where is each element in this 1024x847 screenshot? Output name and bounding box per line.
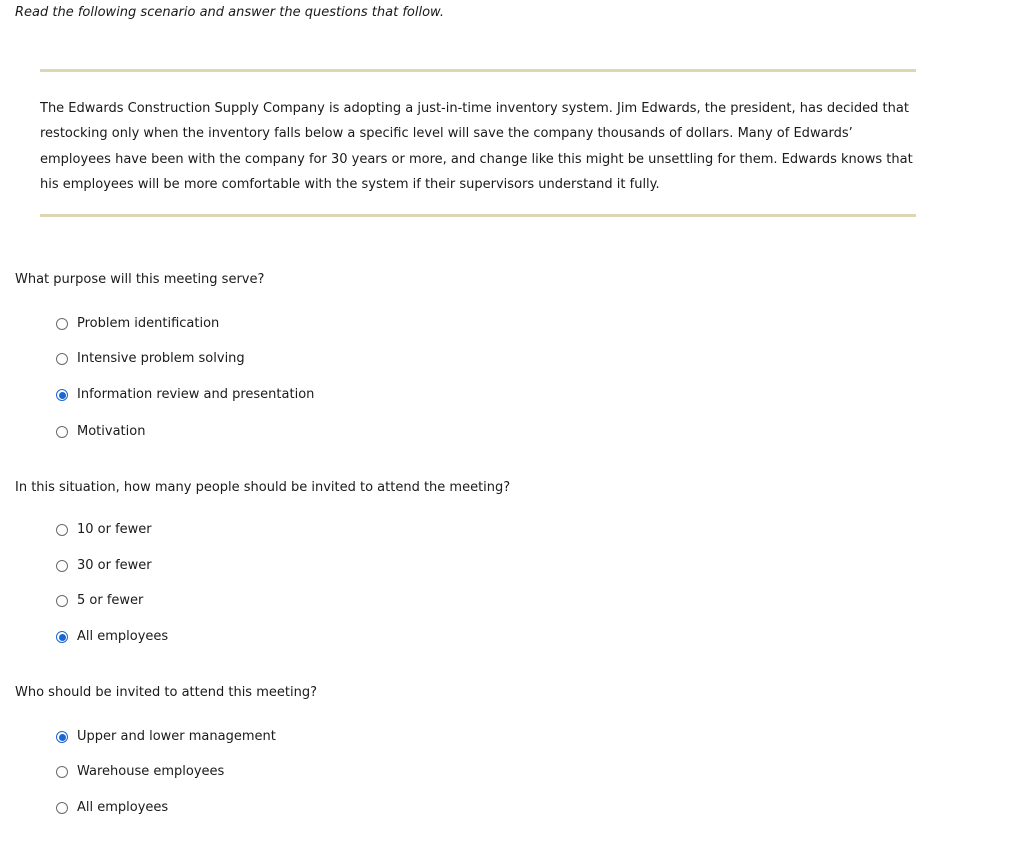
q3-option-1-radio[interactable]	[56, 731, 68, 743]
question-1-text: What purpose will this meeting serve?	[15, 272, 265, 287]
q2-option-4-radio[interactable]	[56, 631, 68, 643]
option-label: Problem identification	[77, 316, 220, 331]
option-label: 30 or fewer	[77, 558, 152, 573]
option-label: Information review and presentation	[77, 387, 315, 402]
q3-option-warehouse-employees[interactable]	[56, 763, 224, 781]
option-label: Warehouse employees	[77, 764, 225, 779]
q3-option-upper-and-lower-management[interactable]	[56, 728, 276, 746]
q1-option-2-radio[interactable]	[56, 353, 68, 365]
q1-option-motivation[interactable]	[56, 423, 145, 441]
q2-option-3-radio[interactable]	[56, 595, 68, 607]
question-3-text: Who should be invited to attend this meeting?	[15, 685, 317, 700]
q1-option-problem-identification[interactable]	[56, 315, 219, 333]
q2-option-1-radio[interactable]	[56, 524, 68, 536]
option-label: Motivation	[77, 424, 146, 439]
scenario-text: The Edwards Construction Supply Company is adopting a just-in-time inventory system. Jim Edwards, the president, has decided that restocking only when the inventory falls below a specific level will save the company thousands of dollars. Many of Edwards’ employees have been with the company for 30 years or more, and change like this might be unsettling for them. Edwards knows that his employees will be more comfortable with the system if their supervisors understand it fully.	[40, 101, 913, 193]
q3-option-3-radio[interactable]	[56, 802, 68, 814]
option-label: 10 or fewer	[77, 522, 152, 537]
q1-option-intensive-problem-solving[interactable]	[56, 350, 245, 368]
instruction-text: Read the following scenario and answer the questions that follow.	[15, 5, 444, 20]
q2-option-10-or-fewer[interactable]	[56, 521, 152, 539]
q2-option-5-or-fewer[interactable]	[56, 592, 143, 610]
q3-option-2-radio[interactable]	[56, 766, 68, 778]
q1-option-information-review[interactable]	[56, 386, 314, 404]
q2-option-30-or-fewer[interactable]	[56, 557, 152, 575]
option-label: Intensive problem solving	[77, 351, 245, 366]
option-label: All employees	[77, 800, 169, 815]
q2-option-2-radio[interactable]	[56, 560, 68, 572]
q3-option-all-employees[interactable]	[56, 799, 168, 817]
q2-option-all-employees[interactable]	[56, 628, 168, 646]
option-label: All employees	[77, 629, 169, 644]
q1-option-4-radio[interactable]	[56, 426, 68, 438]
q1-option-1-radio[interactable]	[56, 318, 68, 330]
option-label: Upper and lower management	[77, 729, 276, 744]
option-label: 5 or fewer	[77, 593, 144, 608]
question-2-text: In this situation, how many people should be invited to attend the meeting?	[15, 480, 511, 495]
scenario-box	[40, 69, 916, 217]
q1-option-3-radio[interactable]	[56, 389, 68, 401]
